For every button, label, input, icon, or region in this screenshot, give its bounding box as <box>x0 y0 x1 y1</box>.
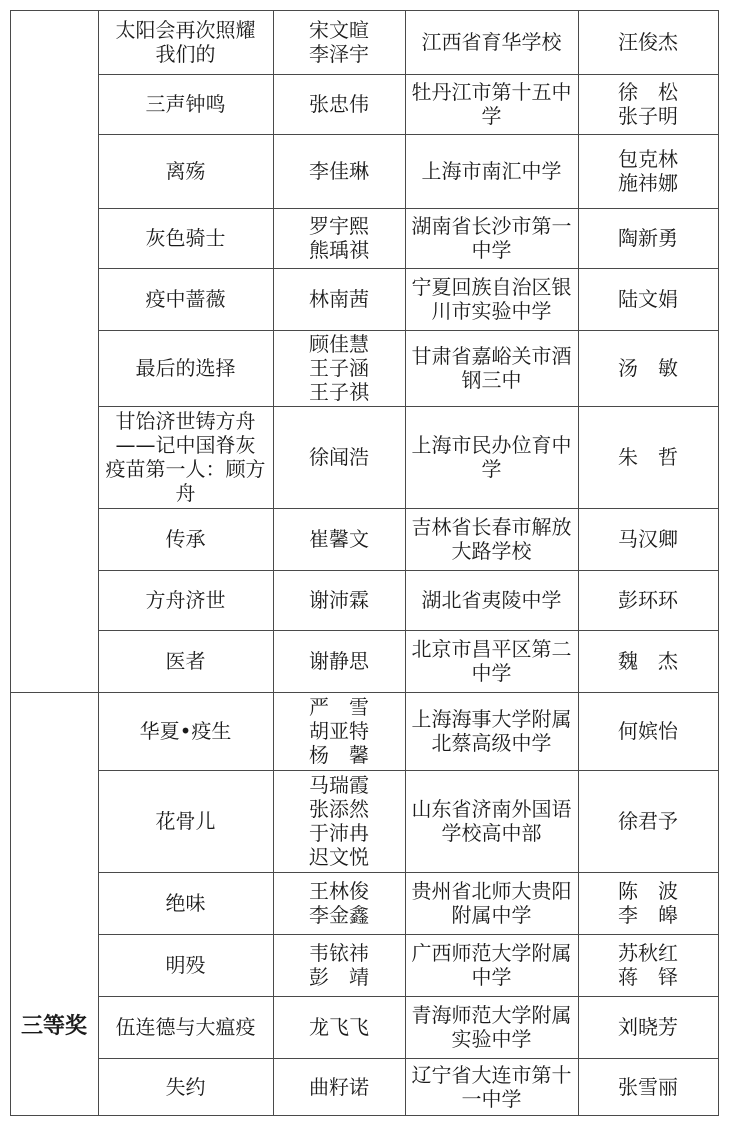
author-cell <box>273 134 405 208</box>
work-title-cell <box>98 770 273 872</box>
work-title-cell-line: 花骨儿 <box>155 809 216 833</box>
school-cell <box>405 934 578 996</box>
author-cell-line: 罗宇熙 <box>309 214 369 238</box>
work-title-cell <box>98 508 273 570</box>
work-title-cell <box>98 74 273 134</box>
school-cell <box>405 268 578 330</box>
school-cell <box>405 570 578 630</box>
school-cell <box>405 330 578 406</box>
school-cell-line: 青海师范大学附属 <box>411 1003 572 1027</box>
author-cell <box>273 570 405 630</box>
teacher-cell-line: 汪俊杰 <box>618 30 678 54</box>
work-title-cell-line: 舟 <box>175 481 196 505</box>
school-cell <box>405 630 578 692</box>
author-cell-line: 龙飞飞 <box>309 1015 369 1039</box>
author-cell-line: 徐闻浩 <box>309 445 369 469</box>
author-cell-line: 曲籽诺 <box>309 1074 369 1099</box>
school-cell-line: 一中学 <box>461 1086 522 1111</box>
work-title-cell-line: 离殇 <box>165 159 206 183</box>
school-cell-line: 中学 <box>471 661 512 685</box>
school-cell <box>405 508 578 570</box>
school-cell-line: 湖南省长沙市第一 <box>411 214 572 238</box>
teacher-cell-line: 朱 哲 <box>618 445 678 469</box>
school-cell-line: 学校高中部 <box>441 821 542 845</box>
school-cell-line: 山东省济南外国语 <box>411 797 572 821</box>
work-title-cell-line: 失约 <box>165 1074 206 1099</box>
work-title-cell-line: 甘饴济世铸方舟 <box>115 409 256 433</box>
work-title-cell <box>98 406 273 508</box>
author-cell-line: 韦铱祎 <box>309 941 369 965</box>
teacher-cell-line: 徐君予 <box>618 809 678 833</box>
author-cell-line: 林南茜 <box>309 287 369 311</box>
work-title-cell <box>98 570 273 630</box>
school-cell <box>405 996 578 1058</box>
work-title-cell <box>98 268 273 330</box>
work-title-cell <box>98 10 273 74</box>
teacher-cell-line: 施祎娜 <box>618 171 678 195</box>
work-title-cell-line: 最后的选择 <box>135 356 236 380</box>
teacher-cell-line: 陆文娟 <box>618 287 678 311</box>
author-cell-line: 谢沛霖 <box>309 588 369 612</box>
author-cell-line: 张添然 <box>309 797 369 821</box>
author-cell <box>273 934 405 996</box>
teacher-cell-line: 刘晓芳 <box>618 1015 678 1039</box>
author-cell <box>273 692 405 770</box>
author-cell-line: 李金鑫 <box>309 903 369 927</box>
teacher-cell-line: 张雪丽 <box>618 1074 678 1099</box>
school-cell <box>405 770 578 872</box>
row-divider <box>10 1115 719 1116</box>
teacher-cell-line: 李 皞 <box>618 903 678 927</box>
teacher-cell-line: 包克林 <box>618 147 678 171</box>
author-cell <box>273 872 405 934</box>
author-cell-line: 彭 靖 <box>309 965 369 989</box>
author-cell-line: 于沛冉 <box>309 821 369 845</box>
work-title-cell-line: 方舟济世 <box>145 588 226 612</box>
school-cell <box>405 74 578 134</box>
work-title-cell-line: 灰色骑士 <box>145 226 226 250</box>
author-cell <box>273 508 405 570</box>
teacher-cell <box>578 692 718 770</box>
work-title-cell-line: 绝味 <box>165 891 206 915</box>
school-cell-line: 北蔡高级中学 <box>431 731 552 755</box>
teacher-cell <box>578 74 718 134</box>
author-cell-line: 谢静思 <box>309 649 369 673</box>
work-title-cell-line: 疫中蔷薇 <box>145 287 226 311</box>
work-title-cell-line: 疫苗第一人：顾方 <box>105 457 266 481</box>
school-cell-line: 辽宁省大连市第十 <box>411 1062 572 1087</box>
school-cell-line: 上海海事大学附属 <box>411 707 572 731</box>
author-cell-line: 胡亚特 <box>309 719 369 743</box>
school-cell <box>405 10 578 74</box>
author-cell <box>273 406 405 508</box>
school-cell-line: 湖北省夷陵中学 <box>421 588 562 612</box>
author-cell-line: 王子涵 <box>309 356 369 380</box>
teacher-cell <box>578 330 718 406</box>
work-title-cell-line: 医者 <box>165 649 206 673</box>
work-title-cell-line: 三声钟鸣 <box>145 92 226 116</box>
school-cell-line: 甘肃省嘉峪关市酒 <box>411 344 572 368</box>
work-title-cell-line: 伍连德与大瘟疫 <box>115 1015 256 1039</box>
work-title-cell <box>98 134 273 208</box>
work-title-cell <box>98 872 273 934</box>
school-cell-line: 贵州省北师大贵阳 <box>411 879 572 903</box>
school-cell <box>405 1058 578 1115</box>
work-title-cell-line: 太阳会再次照耀 <box>115 18 256 42</box>
teacher-cell <box>578 406 718 508</box>
teacher-cell-line: 张子明 <box>618 104 678 128</box>
author-cell-line: 严 雪 <box>309 695 369 719</box>
author-cell <box>273 208 405 268</box>
author-cell <box>273 10 405 74</box>
author-cell-line: 张忠伟 <box>309 92 369 116</box>
work-title-cell-line: 传承 <box>165 527 206 551</box>
author-cell-line: 王林俊 <box>309 879 369 903</box>
work-title-cell-line: ——记中国脊灰 <box>115 433 256 457</box>
teacher-cell-line: 彭环环 <box>618 588 678 612</box>
school-cell-line: 上海市南汇中学 <box>421 159 562 183</box>
author-cell <box>273 330 405 406</box>
school-cell-line: 北京市昌平区第二 <box>411 637 572 661</box>
school-cell-line: 实验中学 <box>451 1027 532 1051</box>
author-cell-line: 熊瑀祺 <box>309 238 369 262</box>
school-cell-line: 钢三中 <box>461 368 522 392</box>
author-cell <box>273 996 405 1058</box>
teacher-cell <box>578 630 718 692</box>
school-cell <box>405 692 578 770</box>
teacher-cell <box>578 508 718 570</box>
school-cell-line: 附属中学 <box>451 903 532 927</box>
school-cell-line: 上海市民办位育中 <box>411 433 572 457</box>
work-title-cell <box>98 630 273 692</box>
author-cell-line: 迟文悦 <box>309 845 369 869</box>
teacher-cell <box>578 1058 718 1115</box>
teacher-cell <box>578 934 718 996</box>
work-title-cell <box>98 934 273 996</box>
author-cell <box>273 268 405 330</box>
column-divider <box>10 10 11 1115</box>
school-cell <box>405 872 578 934</box>
author-cell <box>273 74 405 134</box>
school-cell-line: 牡丹江市第十五中 <box>411 80 572 104</box>
author-cell-line: 李佳琳 <box>309 159 369 183</box>
school-cell-line: 学 <box>481 457 502 481</box>
work-title-cell <box>98 996 273 1058</box>
school-cell-line: 宁夏回族自治区银 <box>411 275 572 299</box>
work-title-cell-line: 明殁 <box>165 953 206 977</box>
column-divider <box>718 10 719 1115</box>
teacher-cell-line: 蒋 铎 <box>618 965 678 989</box>
school-cell-line: 广西师范大学附属 <box>411 941 572 965</box>
school-cell <box>405 208 578 268</box>
work-title-cell <box>98 692 273 770</box>
author-cell <box>273 630 405 692</box>
teacher-cell <box>578 268 718 330</box>
school-cell-line: 江西省育华学校 <box>421 30 562 54</box>
teacher-cell-line: 苏秋红 <box>618 941 678 965</box>
school-cell-line: 学 <box>481 104 502 128</box>
author-cell-line: 王子祺 <box>309 380 369 404</box>
school-cell-line: 川市实验中学 <box>431 299 552 323</box>
teacher-cell-line: 魏 杰 <box>618 649 678 673</box>
work-title-cell <box>98 330 273 406</box>
work-title-cell-line: 我们的 <box>155 42 216 66</box>
teacher-cell <box>578 770 718 872</box>
work-title-cell <box>98 208 273 268</box>
teacher-cell <box>578 10 718 74</box>
teacher-cell-line: 陶新勇 <box>618 226 678 250</box>
teacher-cell-line: 马汉卿 <box>618 527 678 551</box>
author-cell <box>273 770 405 872</box>
author-cell <box>273 1058 405 1115</box>
school-cell <box>405 134 578 208</box>
author-cell-line: 杨 馨 <box>309 743 369 767</box>
teacher-cell <box>578 208 718 268</box>
teacher-cell-line: 陈 波 <box>618 879 678 903</box>
teacher-cell-line: 汤 敏 <box>618 356 678 380</box>
school-cell-line: 中学 <box>471 965 512 989</box>
teacher-cell-line: 徐 松 <box>618 80 678 104</box>
work-title-cell-line: 华夏•疫生 <box>139 719 232 743</box>
teacher-cell <box>578 134 718 208</box>
school-cell-line: 中学 <box>471 238 512 262</box>
author-cell-line: 马瑞霞 <box>309 773 369 797</box>
school-cell <box>405 406 578 508</box>
teacher-cell-line: 何嫔怡 <box>618 719 678 743</box>
school-cell-line: 大路学校 <box>451 539 532 563</box>
school-cell-line: 吉林省长春市解放 <box>411 515 572 539</box>
teacher-cell <box>578 570 718 630</box>
teacher-cell <box>578 872 718 934</box>
teacher-cell <box>578 996 718 1058</box>
author-cell-line: 宋文暄 <box>309 18 369 42</box>
author-cell-line: 李泽宇 <box>309 42 369 66</box>
award-category-label: 三等奖 <box>20 1014 87 1039</box>
author-cell-line: 顾佳慧 <box>309 332 369 356</box>
work-title-cell <box>98 1058 273 1115</box>
author-cell-line: 崔馨文 <box>309 527 369 551</box>
